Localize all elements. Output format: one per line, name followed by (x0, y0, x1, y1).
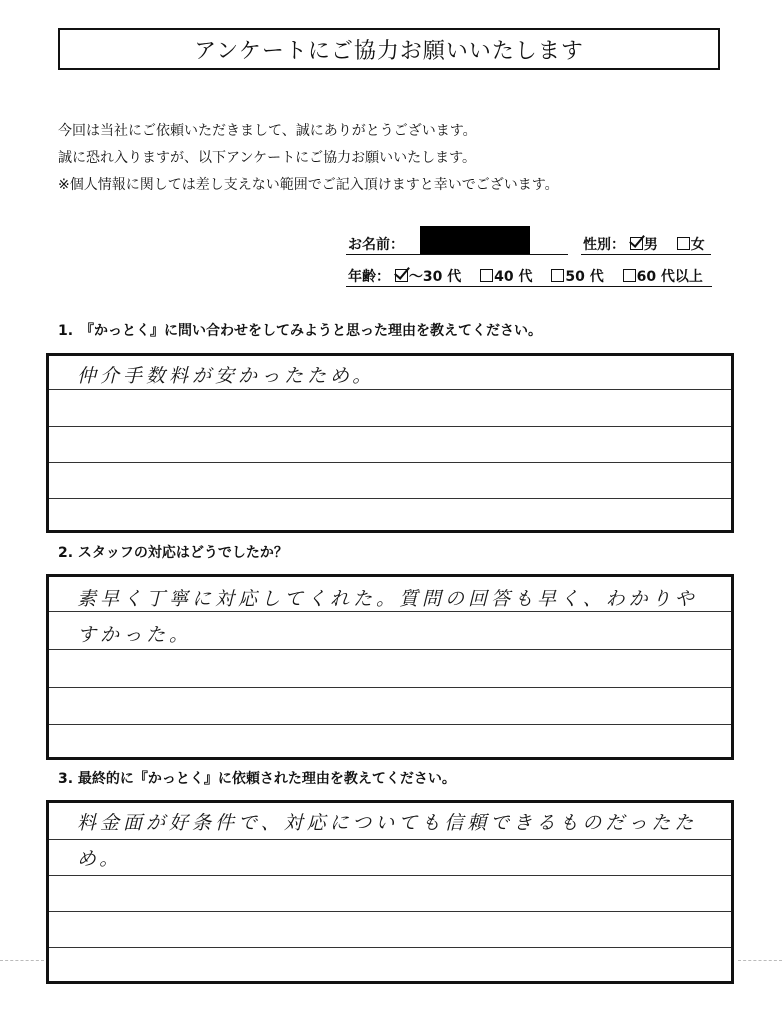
question-2-label: 2. スタッフの対応はどうでしたか？ (58, 545, 288, 561)
age-50-label: 50 代 (565, 269, 604, 285)
scan-mark-left (0, 960, 44, 961)
answer-box-1[interactable] (46, 353, 734, 533)
gender-underline (581, 254, 711, 255)
gender-field (583, 234, 705, 254)
answer-1-text: 仲介手数料が安かったため。 (77, 365, 376, 387)
answer-2-text: 素早く丁寧に対応してくれた。質問の回答も早く、わかりやすかった。 (77, 588, 698, 646)
age-under30-checkbox[interactable] (395, 269, 408, 282)
gender-female-label: 女 (690, 237, 705, 253)
question-1-label: 1. 『かっとく』に問い合わせをしてみようと思った理由を教えてください。 (58, 323, 543, 339)
age-50-checkbox[interactable] (551, 269, 564, 282)
age-60plus-label: 60 代以上 (636, 269, 703, 285)
ruled-line (49, 947, 731, 948)
age-field (348, 266, 703, 286)
age-40-label: 40 代 (494, 269, 533, 285)
answer-3-text: 料金面が好条件で、対応についても信頼できるものだったため。 (77, 812, 698, 870)
gender-label: 性別： (583, 237, 625, 253)
age-40-checkbox[interactable] (480, 269, 493, 282)
survey-title: アンケートにご協力お願いいたします (58, 28, 720, 70)
intro-line-3: ※個人情報に関しては差し支えない範囲でご記入頂けますと幸いでございます。 (58, 177, 559, 193)
age-under30-label: ～30 代 (408, 269, 462, 285)
intro-line-2: 誠に恐れ入りますが、以下アンケートにご協力お願いいたします。 (58, 150, 477, 166)
gender-male-label: 男 (643, 237, 658, 253)
ruled-line (49, 687, 731, 688)
intro-line-1: 今回は当社にご依頼いただきまして、誠にありがとうございます。 (58, 123, 477, 139)
ruled-line (49, 911, 731, 912)
answer-box-3[interactable] (46, 800, 734, 984)
redacted-name (420, 226, 530, 254)
name-label: お名前： (348, 237, 404, 253)
ruled-line (49, 498, 731, 499)
question-3-label: 3. 最終的に『かっとく』に依頼された理由を教えてください。 (58, 771, 456, 787)
age-underline (346, 286, 712, 287)
age-label: 年齢： (348, 269, 390, 285)
gender-male-checkbox[interactable] (630, 237, 643, 250)
scan-mark-right (738, 960, 782, 961)
gender-female-checkbox[interactable] (677, 237, 690, 250)
name-underline (346, 254, 568, 255)
ruled-line (49, 426, 731, 427)
age-60plus-checkbox[interactable] (623, 269, 636, 282)
ruled-line (49, 724, 731, 725)
answer-box-2[interactable] (46, 574, 734, 760)
ruled-line (49, 462, 731, 463)
intro-text (58, 118, 559, 199)
